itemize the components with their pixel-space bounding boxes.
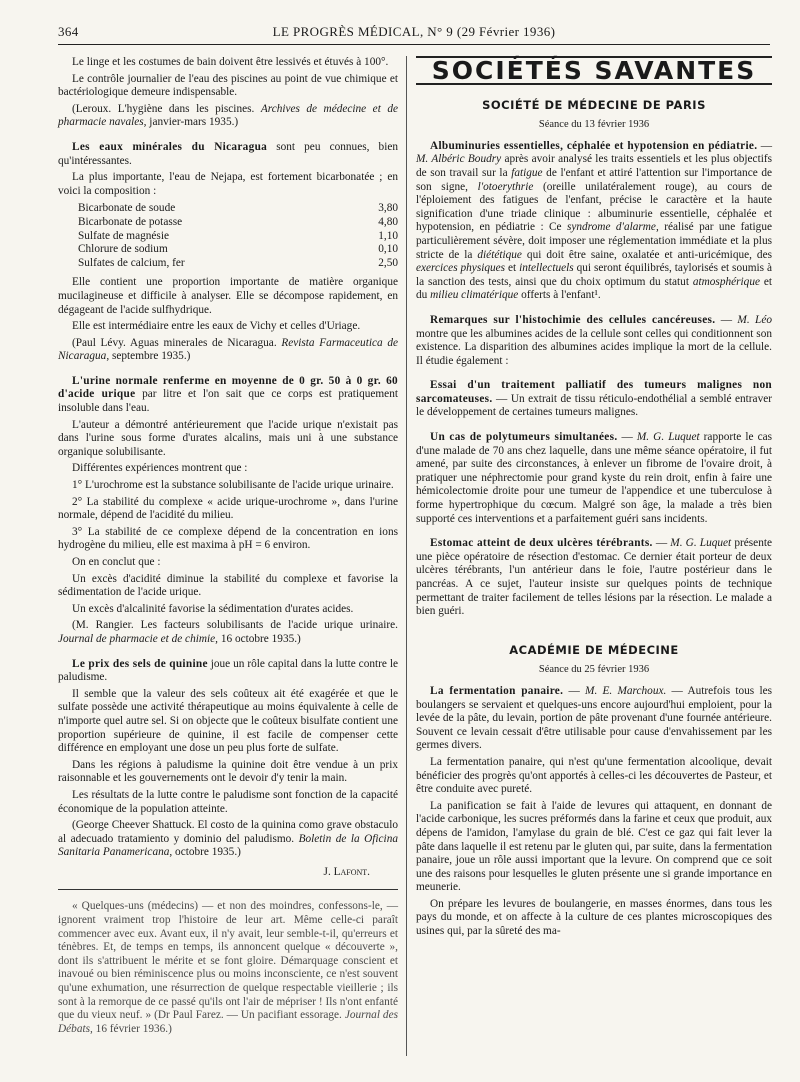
right-column bbox=[416, 56, 772, 942]
reference: (Leroux. L'hygiène dans les piscines. Archives de médecine et de pharmacie navales, janvier-mars 1935.) bbox=[58, 102, 398, 129]
paragraph: Il semble que la valeur des sels coûteux ait été exagérée et que le sulfate possède une activité thérapeutique au moins équivalente à celle de n'importe quel autre sel. Si on objecte que le coûteux bisulfate contient une proportion supérieure de quinine, il est facile de compenser cette différence en employant une dose un peu plus forte de sulfate. bbox=[58, 687, 398, 755]
paragraph: Le contrôle journalier de l'eau des piscines au point de vue chimique et bactériologique demeure indispensable. bbox=[58, 72, 398, 99]
paragraph: Les résultats de la lutte contre le paludisme sont fonction de la capacité économique de la population atteinte. bbox=[58, 788, 398, 815]
paragraph: Dans les régions à paludisme la quinine doit être vendue à un prix raisonnable et les gouvernements ont le devoir d'y tenir la main. bbox=[58, 758, 398, 785]
composition-row: Chlorure de sodium 0,10 bbox=[78, 243, 398, 256]
composition-row: Sulfate de magnésie 1,10 bbox=[78, 229, 398, 242]
signature: J. Lafont. bbox=[323, 865, 370, 878]
composition-row: Sulfates de calcium, fer 2,50 bbox=[78, 256, 398, 269]
article-lead: Essai d'un traitement palliatif des tumeurs malignes non sarcomateuses. — Un extrait de tissu réticulo-endothélial a semblé entraver le développement de certaines tumeurs malignes. bbox=[416, 379, 772, 419]
composition-row: Bicarbonate de soude 3,80 bbox=[78, 202, 398, 215]
paragraph: Un excès d'alcalinité favorise la sédimentation d'urates acides. bbox=[72, 602, 354, 615]
paragraph: 3° La stabilité de ce complexe dépend de la concentration en ions hydrogène du milieu, elle est maxima à pH = 6 environ. bbox=[58, 525, 398, 552]
composition-row: Bicarbonate de potasse 4,80 bbox=[78, 215, 398, 228]
column-divider bbox=[406, 56, 407, 1056]
running-header bbox=[58, 22, 770, 44]
paragraph: 2° La stabilité du complexe « acide urique-urochrome », dans l'urine normale, dépend de l'acidité du milieu. bbox=[58, 495, 398, 522]
composition-table bbox=[78, 202, 398, 270]
section-title: Les eaux minérales du Nicaragua bbox=[72, 140, 268, 153]
section-lead: Le prix des sels de quinine joue un rôle capital dans la lutte contre le paludisme. bbox=[58, 657, 398, 684]
separator bbox=[58, 889, 398, 890]
society-heading: ACADÉMIE DE MÉDECINE bbox=[509, 642, 679, 657]
header-rule bbox=[58, 44, 770, 45]
society-heading: SOCIÉTÉ DE MÉDECINE DE PARIS bbox=[482, 97, 706, 112]
reference: (Paul Lévy. Aguas minerales de Nicaragua. Revista Farmaceutica de Nicaragua, septembre 1935.) bbox=[58, 336, 398, 363]
paragraph: Un excès d'acidité diminue la stabilité du complexe et favorise la sédimentation de l'acide urique. bbox=[58, 572, 398, 599]
section-title: L'urine normale renferme en moyenne de 0 gr. 50 à 0 gr. 60 d'acide urique bbox=[58, 374, 398, 401]
paragraph: Différentes expériences montrent que : bbox=[72, 462, 248, 475]
paragraph: On en conclut que : bbox=[72, 556, 161, 568]
left-column bbox=[58, 56, 398, 1039]
session-date: Séance du 25 février 1936 bbox=[538, 664, 650, 676]
paragraph: Le linge et les costumes de bain doivent être lessivés et étuvés à 100°. bbox=[72, 56, 389, 68]
reference: (M. Rangier. Les facteurs solubilisants de l'acide urique urinaire. Journal de pharmacie et de chimie, 16 octobre 1935.) bbox=[58, 619, 398, 645]
article-lead: La fermentation panaire. — M. E. Marchoux. — Autrefois tous les boulangers se servaient et quelques-uns encore aujourd'hui emploient, pour la levée de la pâte, du levain, portion de pâte provenant d'une fournée antérieure. Souvent ce levain cessait d'être utilisable pour cause d'envahissement par les germes divers. bbox=[416, 684, 772, 752]
paragraph: La fermentation panaire, qui n'est qu'une fermentation alcoolique, devait bénéficier des progrès qu'ont apportés à celles-ci les découvertes de Pasteur, et être conduite avec pureté. bbox=[416, 755, 772, 796]
paragraph: Elle est intermédiaire entre les eaux de Vichy et celles d'Uriage. bbox=[72, 320, 361, 333]
session-date: Séance du 13 février 1936 bbox=[538, 119, 650, 131]
quotation: « Quelques-uns (médecins) — et non des moindres, confessons-le, — ignorent vraiment trop l'histoire de leur art. Même celle-ci paraît commencer avec eux. Avant eux, il n'y avait, leur semble-t-il, qu'erreurs et ténèbres. Et, de temps en temps, ils annoncent quelque « découverte », dont ils s'attribuent le mérite et se font gloire. Démarquage conscient et inavoué ou bien réminiscence plus ou moins inconsciente, ce n'est souvent qu'une exhumation, une résurrection de quelque respectable vieillerie ; ils sont à la remorque de ce passé qu'ils ont l'air de mépriser ! Ils n'ont enfanté que du vieux neuf. » (Dr Paul Farez. — Un pacifiant essorage. Journal des Débats, 16 février 1936.) bbox=[58, 900, 398, 1035]
reference: (George Cheever Shattuck. El costo de la quinina como grave obstaculo al adecuado tratamiento y dominio del paludismo. Boletin de la Oficina Sanitaria Panamericana, octobre 1935.) bbox=[58, 819, 398, 859]
article-lead: Un cas de polytumeurs simultanées. — M. G. Luquet rapporte le cas d'une malade de 70 ans chez laquelle, dans une même séance opératoire, il fut amené, par suite des circonstances, à enlever un fibrome de l'ovaire droit, à pratiquer une néphrectomie pour grand kyste du rein droit, enfin à faire une hémicolectomie droite pour une tumeur de l'appendice et une tuberculose à forme hypertrophique du cœcum. Malgré son âge, la malade a très bien supporté ces interventions et a parfaitement guéri sans incidents. bbox=[416, 431, 773, 525]
paragraph: L'auteur a démontré antérieurement que l'acide urique n'existait pas dans l'urine sous forme d'urates alcalins, mais uni à une substance organique solubilisante. bbox=[58, 418, 398, 458]
paragraph: La plus importante, l'eau de Nejapa, est fortement bicarbonatée ; en voici la composition : bbox=[58, 171, 398, 197]
paragraph: 1° L'urochrome est la substance solubilisante de l'acide urique urinaire. bbox=[72, 479, 394, 492]
section-title: Le prix des sels de quinine bbox=[72, 657, 208, 670]
article-lead: Remarques sur l'histochimie des cellules cancéreuses. — M. Léo montre que les albumines acides de la cellule sont celles qui conditionnent son existence. La disparition des albumines acides implique la mort de la cellule. Il étudie également : bbox=[416, 313, 772, 367]
article-lead: Albuminuries essentielles, céphalée et hypotension en pédiatrie. — M. Albéric Boudry après avoir analysé les traits essentiels et les plus objectifs de son travail sur la fatigue de l'enfant et attiré l'attention sur l'importance de son signe, l'otoerythrie (oreille unilatéralement rouge), au cours de l'éploiement des fatigues de l'enfant, précise le caractère et la haute signification d'une triade clinique : albuminurie essentielle, céphalée et hypotension, en pédiatrie : Ce syndrome d'alarme, réalisé par une fatigue particulièrement sévère, doit imposer une réglementation immédiate et la plus stricte de la diététique qui doit être saine, oxalatée et anti-uricémique, des exercices physiques et intellectuels qui seront équilibrés, taylorisés et soumis à la sanction des tests, ainsi que du choix optimum du statut atmosphérique et du milieu climatérique offerts à l'enfant¹. bbox=[416, 139, 773, 302]
paragraph: La panification se fait à l'aide de levures qui attaquent, en donnant de l'acide carbonique, les sucres préformés dans la farine et ceux que produit, aux dépens de l'amidon, l'amylase du grain de blé. C'est ce gaz qui fait lever la pâte dans laquelle il est retenu par le gluten qui, par suite, dans la fermentation panaire, joue un rôle aussi important que la levure. On comprend que ce soit une des raisons pour lesquelles le gluten présente une si grande importance en meunerie. bbox=[416, 799, 772, 894]
paragraph: Elle contient une proportion importante de matière organique mucilagineuse et difficile à analyser. Elle se décompose rapidement, en dégageant de l'acide sulfhydrique. bbox=[58, 276, 398, 316]
journal-title: LE PROGRÈS MÉDICAL, N° 9 (29 Février 1936) bbox=[272, 24, 556, 39]
section-banner: SOCIÉTÉS SAVANTES bbox=[416, 56, 772, 85]
article-lead: Estomac atteint de deux ulcères térébrants. — M. G. Luquet présente une pièce opératoire de résection d'estomac. Ce dernier était porteur de deux ulcères térébrants, l'un antérieur dans le foie, l'autre postérieur dans le pancréas. A ce sujet, l'auteur insiste sur quelques points de technique permettant de traiter facilement de telles lésions par la résection. Le malade a bien guéri. bbox=[416, 537, 772, 618]
section-lead: L'urine normale renferme en moyenne de 0 gr. 50 à 0 gr. 60 d'acide urique par litre et l'on sait que ce corps est pratiquement insoluble dans l'eau. bbox=[58, 374, 398, 415]
section-lead: Les eaux minérales du Nicaragua sont peu connues, bien qu'intéressantes. bbox=[58, 140, 398, 167]
page-number: 364 bbox=[58, 24, 79, 39]
paragraph: On prépare les levures de boulangerie, en masses énormes, dans tous les pays du monde, et on affecte à la culture de ces plantes microscopiques des usines qui, par la sûreté des ma- bbox=[416, 897, 772, 938]
